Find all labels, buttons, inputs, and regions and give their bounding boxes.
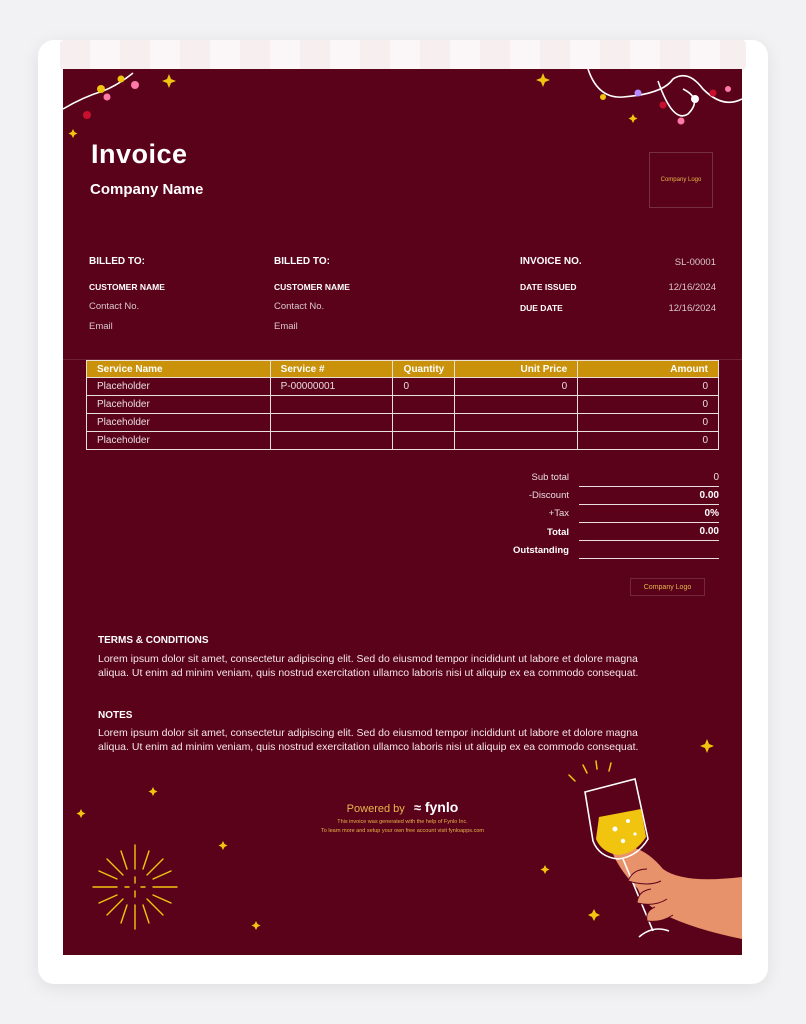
outstanding-line [579,558,719,559]
email-2: Email [274,321,298,332]
cell-quantity [393,396,455,414]
terms-title: TERMS & CONDITIONS [98,635,209,646]
invoice-title: Invoice [91,139,188,169]
powered-by [63,799,742,815]
notes-title: NOTES [98,710,133,721]
footer-line-1: This invoice was generated with the help of Fynlo Inc. [337,819,468,825]
cell-service-number [270,414,393,432]
table-row [87,378,719,396]
company-logo-placeholder [649,152,713,208]
logo-text: Company Logo [660,177,702,183]
date-issued-label: DATE ISSUED [520,282,577,292]
cell-unit-price [455,414,578,432]
card-header-strip [60,40,746,70]
table-row [87,432,719,450]
discount-line [579,504,719,505]
date-issued: 12/16/2024 [668,282,716,293]
subtotal-value: 0 [713,472,719,483]
col-service-name: Service Name [87,361,271,378]
billed-to-label-1: BILLED TO: [89,256,145,267]
email-1: Email [89,321,113,332]
discount-value: 0.00 [699,490,719,501]
cell-service-name: Placeholder [87,432,271,450]
cell-amount: 0 [578,396,719,414]
tax-value: 0% [704,508,719,519]
items-table [86,360,719,450]
billed-to-label-2: BILLED TO: [274,256,330,267]
invoice-no: SL-00001 [674,257,716,268]
subtotal-line [579,486,719,487]
tax-label: +Tax [548,508,569,519]
subtotal-label: Sub total [531,472,569,483]
cell-service-name: Placeholder [87,414,271,432]
col-unit-price: Unit Price [455,361,578,378]
footer-line-2[interactable]: To learn more and setup your own free account visit fynloapps.com [321,828,484,834]
string-lights-icon [63,73,139,119]
company-logo-stamp [630,578,705,596]
table-row [87,414,719,432]
total-label: Total [547,527,569,538]
total-line [579,540,719,541]
cell-service-number [270,432,393,450]
fynlo-logo-icon[interactable]: ≈ fynlo [413,799,459,815]
col-service-number: Service # [270,361,393,378]
col-quantity: Quantity [393,361,455,378]
cell-unit-price: 0 [455,378,578,396]
cell-service-name: Placeholder [87,378,271,396]
col-amount: Amount [578,361,719,378]
terms-body: Lorem ipsum dolor sit amet, consectetur adipiscing elit. Sed do eiusmod tempor incididunt ut labore et dolore magna aliqua. Ut enim ad minim veniam, quis nostrud exercitation ullamco laboris nisi ut aliquip ex ea commodo consequat. [98,653,639,679]
due-date-label: DUE DATE [520,303,563,313]
cell-amount: 0 [578,414,719,432]
table-row [87,396,719,414]
cell-quantity [393,414,455,432]
table-header-row [87,361,719,378]
cell-amount: 0 [578,378,719,396]
cell-quantity [393,432,455,450]
brand-name: fynlo [424,799,459,815]
notes-body: Lorem ipsum dolor sit amet, consectetur adipiscing elit. Sed do eiusmod tempor incididunt ut labore et dolore magna aliqua. Ut enim ad minim veniam, quis nostrud exercitation ullamco laboris nisi ut aliquip ex ea commodo consequat. [98,727,639,753]
string-lights-icon [588,69,742,125]
company-name: Company Name [90,181,204,198]
customer-name-1: CUSTOMER NAME [89,282,165,292]
cell-unit-price [455,396,578,414]
cell-amount: 0 [578,432,719,450]
stamp-text: Company Logo [643,583,692,591]
invoice-no-label: INVOICE NO. [520,256,582,267]
contact-no-2: Contact No. [274,301,325,312]
total-value: 0.00 [699,526,719,537]
cell-unit-price [455,432,578,450]
firework-icon [93,845,177,929]
discount-label: -Discount [528,490,569,501]
due-date: 12/16/2024 [668,303,716,314]
cell-quantity: 0 [393,378,455,396]
cell-service-name: Placeholder [87,396,271,414]
invoice-page [63,69,742,955]
customer-name-2: CUSTOMER NAME [274,282,350,292]
cell-service-number [270,396,393,414]
cell-service-number: P-00000001 [270,378,393,396]
outstanding-label: Outstanding [513,545,569,556]
tax-line [579,522,719,523]
contact-no-1: Contact No. [89,301,140,312]
powered-by-label: Powered by [346,803,405,815]
